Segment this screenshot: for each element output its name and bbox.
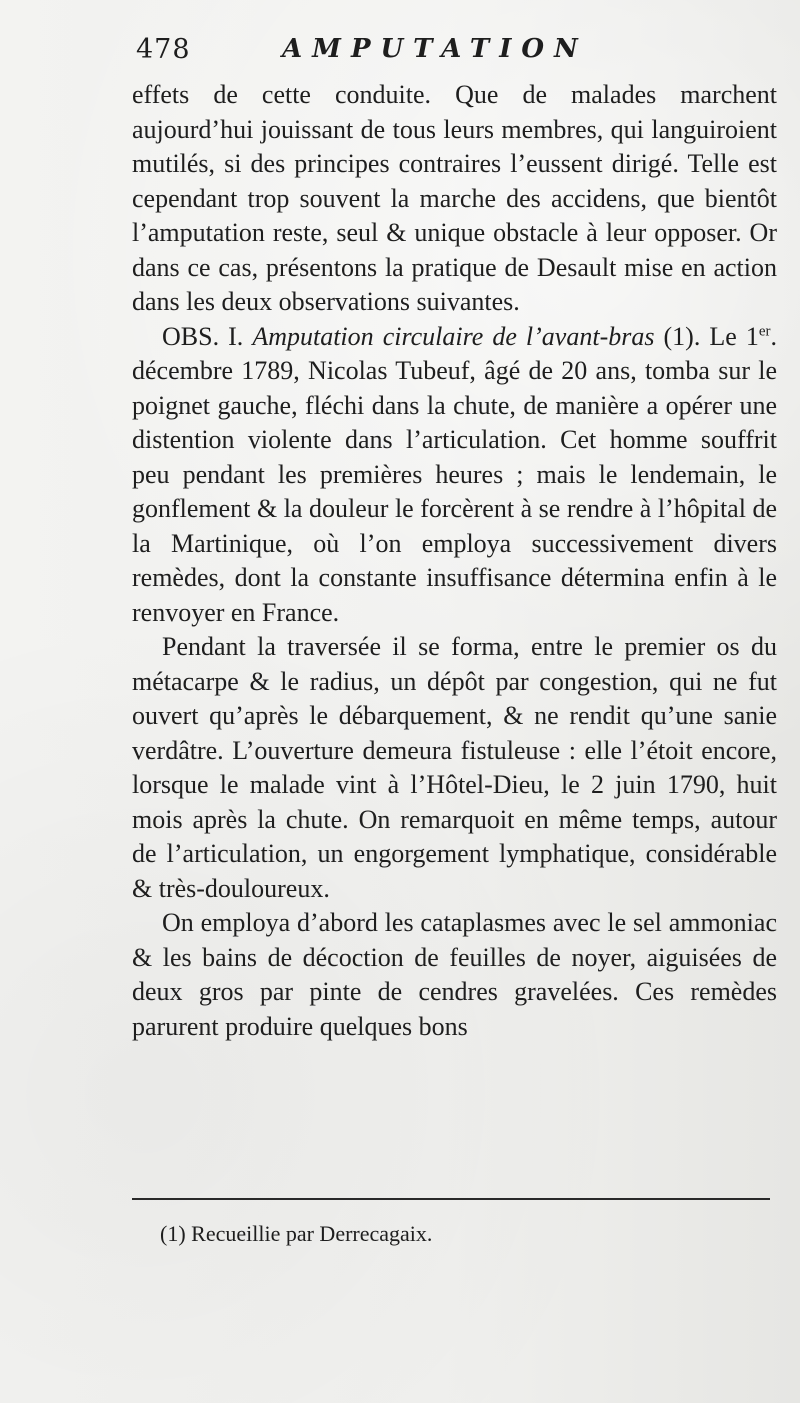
running-head: AMPUTATION [282, 34, 588, 64]
paragraph-3: Pendant la traversée il se forma, entre le premier os du métacarpe & le radius, un dépôt par congestion, qui ne fut ouvert qu’après le débarquement, & ne rendit qu’une sanie verdâtre. L’ouverture demeura fistuleuse : elle l’étoit encore, lorsque le malade vint à l’Hôtel-Dieu, le 2 juin 1790, huit mois après la chute. On remarquoit en même temps, autour de l’articulation, un engorgement lymphatique, considérable & très-douloureux. [132, 632, 777, 903]
page-number: 478 [136, 34, 191, 65]
observation-paragraph [132, 320, 777, 631]
paragraph-2-text: . décembre 1789, Nicolas Tubeuf, âgé de 20 ans, tomba sur le poignet gauche, fléchi dans la chute, de manière a opérer une distention violente dans l’articulation. Cet homme souffrit peu pendant les premières heures ; mais le lendemain, le gonflement & la douleur le forcèrent à se rendre à l’hôpital de la Martinique, où l’on employa successivement divers remèdes, dont la constante insuffisance détermina enfin à le renvoyer en France. [132, 321, 778, 627]
paragraph-4: On employa d’abord les cataplasmes avec le sel ammoniac & les bains de décoction de feuilles de noyer, aiguisées de deux gros par pinte de cendres gravelées. Ces remèdes parurent produire quelques bons [132, 908, 777, 1041]
date-prefix: Le 1 [709, 321, 759, 351]
footnote-reference: (1). [663, 321, 701, 351]
footnote: (1) Recueillie par Derrecagaix. [160, 1221, 433, 1246]
observation-title: Amputation circulaire de l’avant-bras [252, 321, 655, 351]
footnote-rule [132, 1198, 770, 1200]
observation-label: OBS. I. [162, 321, 244, 351]
main-text [132, 78, 777, 1044]
paragraph-1: effets de cette conduite. Que de malades marchent aujourd’hui jouissant de tous leurs membres, qui languiroient mutilés, si des principes contraires l’eussent dirigé. Telle est cependant trop souvent la marche des accidens, que bientôt l’amputation reste, seul & unique obstacle à leur opposer. Or dans ce cas, présentons la pratique de Desault mise en action dans les deux observations suivantes. [132, 80, 777, 316]
date-superscript: er [758, 322, 771, 339]
